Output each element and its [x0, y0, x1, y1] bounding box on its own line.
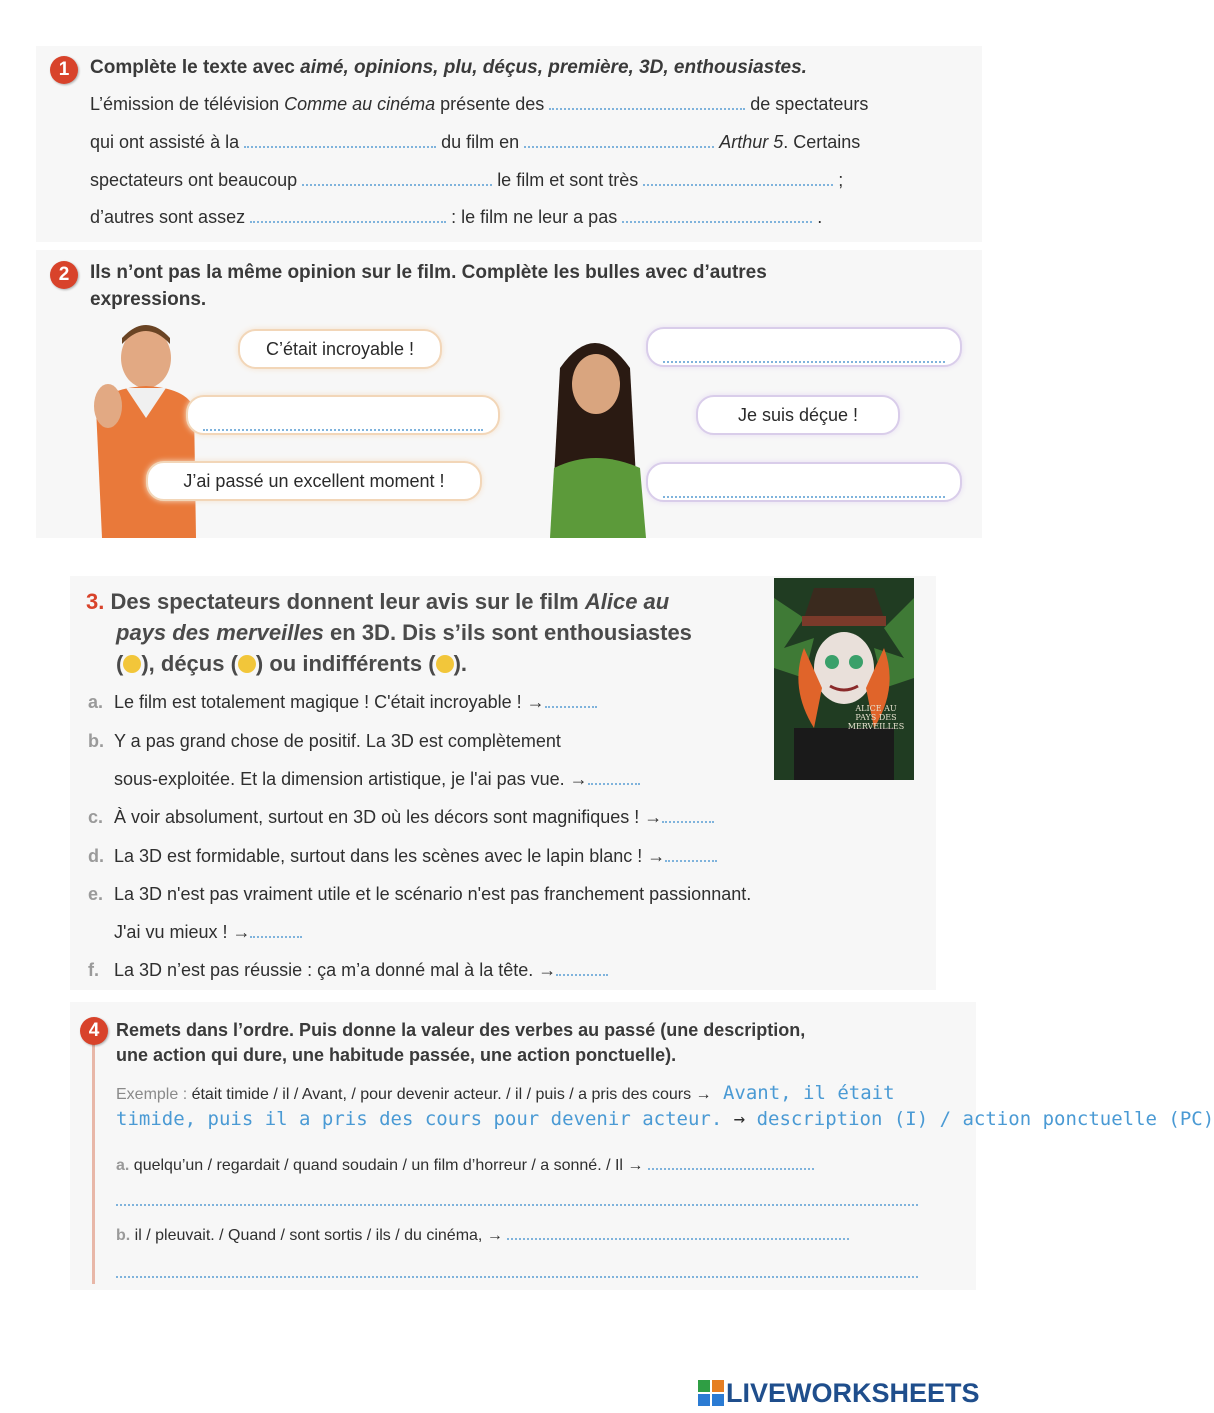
- man-bubble-3: J’ai passé un excellent moment !: [146, 461, 482, 501]
- item-b: b. Y a pas grand chose de positif. La 3D est complètement: [88, 731, 561, 751]
- woman-bubble-3[interactable]: [646, 462, 962, 502]
- poster-title: ALICE AU PAYS DES MERVEILLES: [847, 704, 905, 731]
- item4-a: a. quelqu’un / regardait / quand soudain / un film d’horreur / a sonné. / Il →: [116, 1154, 814, 1175]
- man-photo: [86, 318, 196, 538]
- section4-left-bar: [92, 1040, 95, 1284]
- item-e: e. La 3D n'est pas vraiment utile et le scénario n'est pas franchement passionnant.: [88, 884, 752, 904]
- item-b-cont: sous-exploitée. Et la dimension artistique, je l'ai pas vue. →: [88, 769, 640, 790]
- section3-title: 3. Des spectateurs donnent leur avis sur le film Alice au: [86, 589, 670, 614]
- man-bubble-1: C’était incroyable !: [238, 329, 442, 369]
- section2-instruction-1: Ils n’ont pas la même opinion sur le film. Complète les bulles avec d’autres: [90, 262, 767, 283]
- example-line1: Exemple : était timide / il / Avant, / pour devenir acteur. / il / puis / a pris des cours → Avant, il était: [116, 1082, 895, 1104]
- answer-f[interactable]: [556, 960, 608, 976]
- answer4-b-1[interactable]: [507, 1224, 849, 1240]
- section1-line4: d’autres sont assez : le film ne leur a pas .: [90, 207, 823, 227]
- answer-a[interactable]: [545, 692, 597, 708]
- blank-4[interactable]: [302, 170, 492, 186]
- man-bubble-2-blank[interactable]: [203, 415, 483, 431]
- answer4-a-2[interactable]: [116, 1190, 918, 1206]
- blank-7[interactable]: [622, 207, 812, 223]
- answer-e[interactable]: [250, 922, 302, 938]
- section1-number: 1: [50, 56, 78, 84]
- section1-line3: spectateurs ont beaucoup le film et sont très ;: [90, 170, 844, 190]
- woman-photo: [540, 328, 650, 538]
- blank-1[interactable]: [549, 94, 745, 110]
- section4-instruction-1: Remets dans l’ordre. Puis donne la valeur des verbes au passé (une description,: [116, 1020, 806, 1040]
- item-e-cont: J'ai vu mieux ! →: [88, 922, 302, 943]
- answer-b[interactable]: [588, 769, 640, 785]
- section1-line2: qui ont assisté à la du film en Arthur 5. Certains: [90, 132, 861, 152]
- section2-number: 2: [50, 261, 78, 289]
- item-f: f. La 3D n’est pas réussie : ça m’a donné mal à la tête. →: [88, 960, 608, 981]
- happy-face-icon: [123, 655, 141, 673]
- section2-instruction-2: expressions.: [90, 289, 207, 310]
- woman-bubble-1-blank[interactable]: [663, 347, 945, 363]
- answer4-b-2[interactable]: [116, 1262, 918, 1278]
- answer4-a-1[interactable]: [648, 1154, 814, 1170]
- blank-6[interactable]: [250, 207, 446, 223]
- section1-line1: L’émission de télévision Comme au cinéma présente des de spectateurs: [90, 94, 869, 114]
- movie-poster: [774, 578, 914, 780]
- section4-instruction-2: une action qui dure, une habitude passée, une action ponctuelle).: [116, 1045, 677, 1065]
- liveworksheets-logo[interactable]: [698, 1378, 980, 1408]
- item4-b: b. il / pleuvait. / Quand / sont sortis / ils / du cinéma, →: [116, 1224, 849, 1245]
- neutral-face-icon: [436, 655, 454, 673]
- brand-name: LIVEWORKSHEETS: [726, 1377, 980, 1408]
- answer-d[interactable]: [665, 846, 717, 862]
- blank-2[interactable]: [244, 132, 436, 148]
- section4-number: 4: [80, 1017, 108, 1045]
- sad-face-icon: [238, 655, 256, 673]
- item-c: c. À voir absolument, surtout en 3D où les décors sont magnifiques ! →: [88, 807, 714, 828]
- example-line2: timide, puis il a pris des cours pour devenir acteur. → description (I) / action ponctuelle (PC): [116, 1108, 1214, 1130]
- blank-5[interactable]: [643, 170, 833, 186]
- man-bubble-2[interactable]: [186, 395, 500, 435]
- section3-title-2: pays des merveilles en 3D. Dis s’ils sont enthousiastes: [116, 620, 692, 645]
- woman-bubble-3-blank[interactable]: [663, 482, 945, 498]
- item-a: a. Le film est totalement magique ! C'était incroyable ! →: [88, 692, 597, 713]
- poster-art: [774, 578, 914, 780]
- logo-grid-icon: [698, 1380, 724, 1406]
- item-d: d. La 3D est formidable, surtout dans les scènes avec le lapin blanc ! →: [88, 846, 717, 867]
- woman-bubble-2: Je suis déçue !: [696, 395, 900, 435]
- section1-instruction: Complète le texte avec aimé, opinions, plu, déçus, première, 3D, enthousiastes.: [90, 57, 807, 78]
- woman-bubble-1[interactable]: [646, 327, 962, 367]
- section3-title-3: ( ), déçus ( ) ou indifférents ( ).: [116, 651, 468, 676]
- answer-c[interactable]: [662, 807, 714, 823]
- blank-3[interactable]: [524, 132, 714, 148]
